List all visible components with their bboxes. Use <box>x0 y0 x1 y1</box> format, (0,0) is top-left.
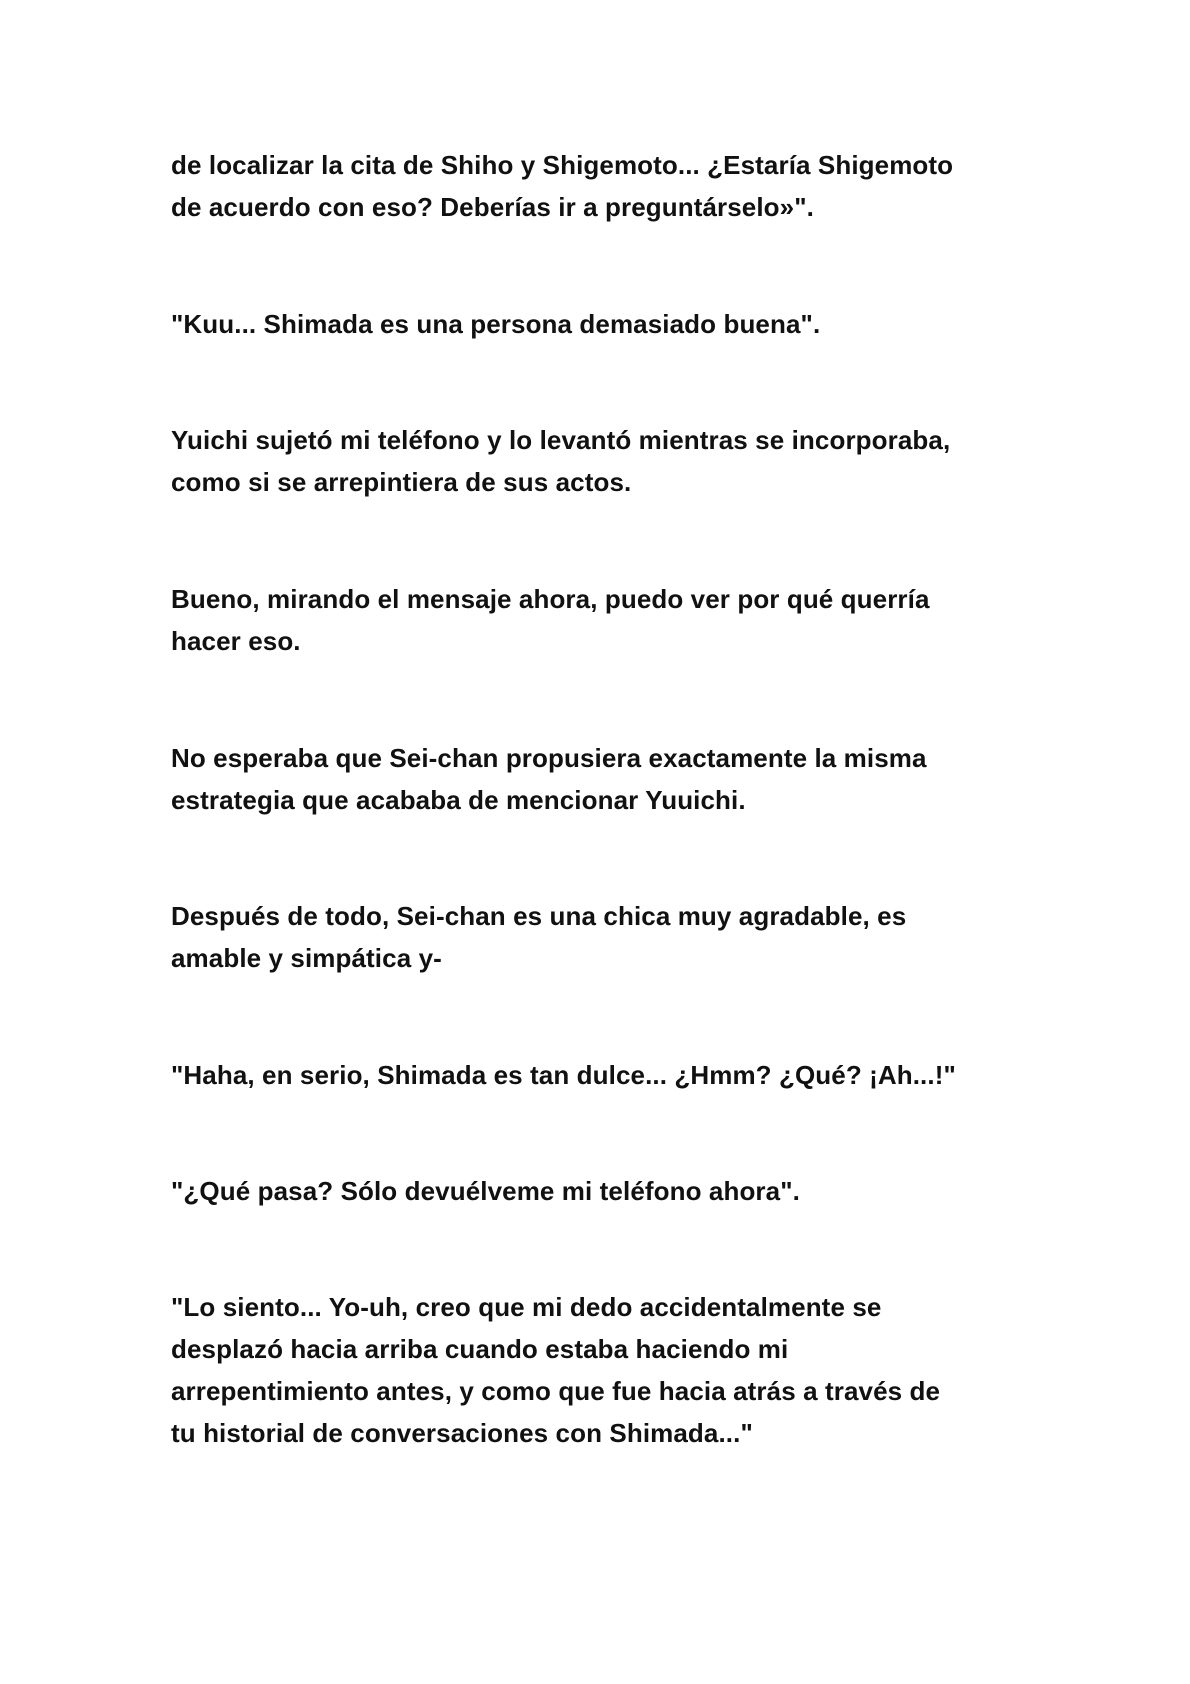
paragraph-line: como si se arrepintiera de sus actos. <box>171 467 632 497</box>
paragraph-line: estrategia que acababa de mencionar Yuuichi. <box>171 785 746 815</box>
paragraph-line: de localizar la cita de Shiho y Shigemoto... ¿Estaría Shigemoto <box>171 150 954 180</box>
paragraph-line: "Kuu... Shimada es una persona demasiado buena". <box>171 309 821 339</box>
paragraph-1 <box>171 144 1031 228</box>
paragraph-3 <box>171 419 1031 503</box>
paragraph-line: de acuerdo con eso? Deberías ir a preguntárselo»". <box>171 192 814 222</box>
paragraph-line: No esperaba que Sei-chan propusiera exactamente la misma <box>171 743 927 773</box>
paragraph-line: hacer eso. <box>171 626 301 656</box>
paragraph-8 <box>171 1170 1031 1212</box>
paragraph-9 <box>171 1286 1031 1454</box>
paragraph-line: "Lo siento... Yo-uh, creo que mi dedo accidentalmente se <box>171 1292 882 1322</box>
paragraph-line: Después de todo, Sei-chan es una chica muy agradable, es <box>171 901 907 931</box>
paragraph-7 <box>171 1054 1031 1096</box>
paragraph-5 <box>171 737 1031 821</box>
paragraph-line: Yuichi sujetó mi teléfono y lo levantó mientras se incorporaba, <box>171 425 951 455</box>
paragraph-line: amable y simpática y- <box>171 943 442 973</box>
paragraph-line: "¿Qué pasa? Sólo devuélveme mi teléfono ahora". <box>171 1176 800 1206</box>
paragraph-line: Bueno, mirando el mensaje ahora, puedo ver por qué querría <box>171 584 930 614</box>
paragraph-line: tu historial de conversaciones con Shimada..." <box>171 1418 753 1448</box>
paragraph-2 <box>171 303 1031 345</box>
paragraph-line: desplazó hacia arriba cuando estaba haciendo mi <box>171 1334 789 1364</box>
paragraph-line: arrepentimiento antes, y como que fue hacia atrás a través de <box>171 1376 941 1406</box>
paragraph-line: "Haha, en serio, Shimada es tan dulce... ¿Hmm? ¿Qué? ¡Ah...!" <box>171 1060 956 1090</box>
paragraph-6 <box>171 895 1031 979</box>
paragraph-4 <box>171 578 1031 662</box>
